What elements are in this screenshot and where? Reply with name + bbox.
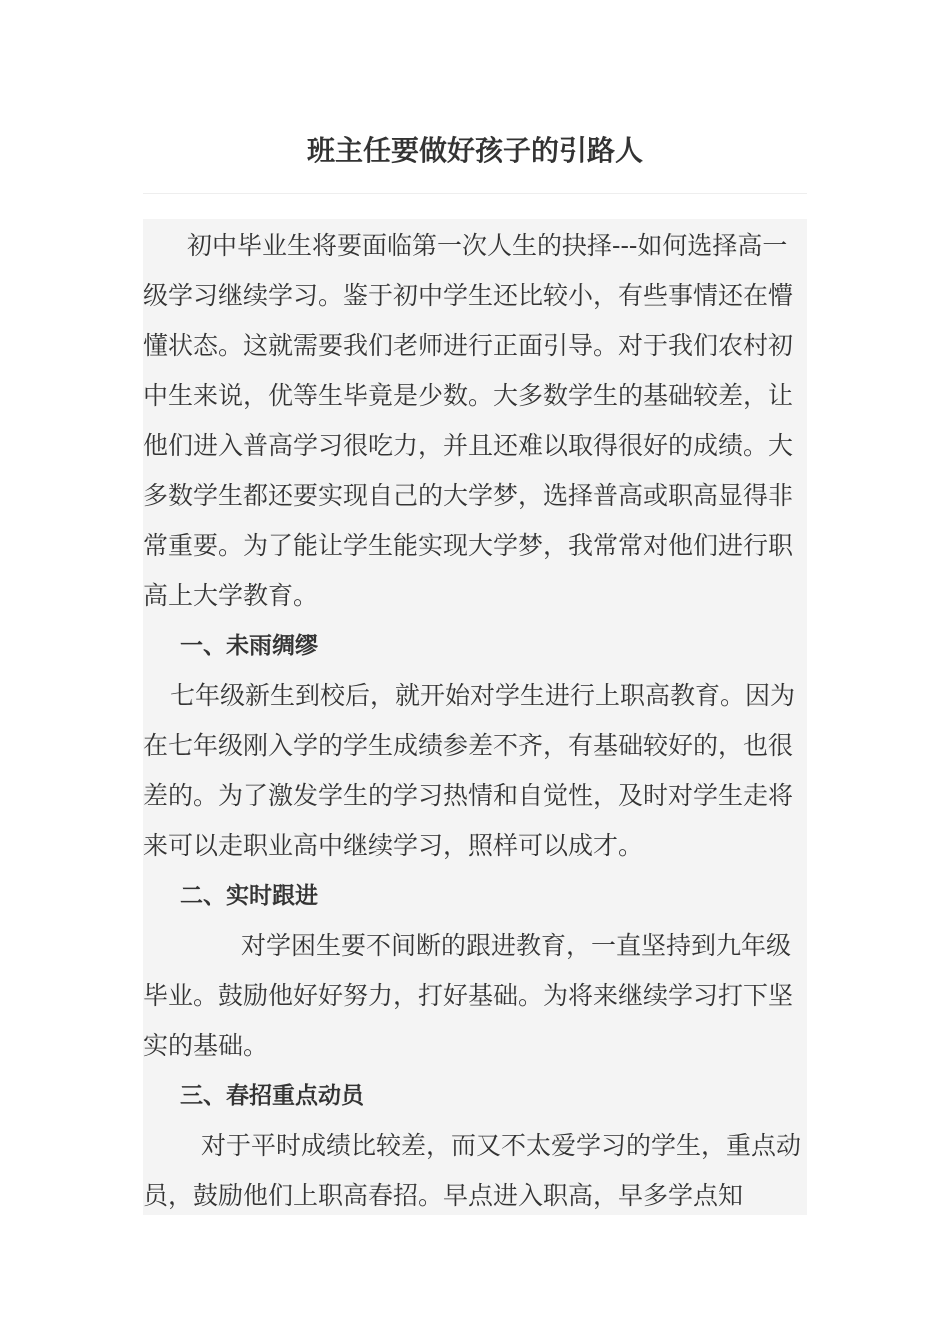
section-heading-3: 三、春招重点动员 — [180, 1083, 364, 1109]
intro-paragraph: 初中毕业生将要面临第一次人生的抉择---如何选择高一级学习继续学习。鉴于初中学生还比较小，有些事情还在懵懂状态。这就需要我们老师进行正面引导。对于我们农村初中生来说，优等生毕竟是少数。大多数学生的基础较差，让他们进入普高学习很吃力，并且还难以取得很好的成绩。大多数学生都还要实现自己的大学梦，选择普高或职高显得非常重要。为了能让学生能实现大学梦，我常常对他们进行职高上大学教育。 — [143, 231, 794, 610]
section-heading-1: 一、未雨绸缪 — [180, 633, 318, 659]
section-1-paragraph: 七年级新生到校后，就开始对学生进行上职高教育。因为在七年级刚入学的学生成绩参差不齐，有基础较好的，也很差的。为了激发学生的学习热情和自觉性，及时对学生走将来可以走职业高中继续学习，照样可以成才。 — [143, 681, 796, 860]
title-divider — [143, 193, 807, 194]
section-2-paragraph: 对学困生要不间断的跟进教育，一直坚持到九年级毕业。鼓励他好好努力，打好基础。为将来继续学习打下坚实的基础。 — [143, 931, 794, 1060]
article-body — [143, 219, 807, 1215]
section-3-paragraph: 对于平时成绩比较差，而又不太爱学习的学生，重点动员，鼓励他们上职高春招。早点进入职高，早多学点知 — [143, 1131, 802, 1210]
page-title: 班主任要做好孩子的引路人 — [306, 134, 643, 167]
section-heading-2: 二、实时跟进 — [180, 883, 318, 909]
